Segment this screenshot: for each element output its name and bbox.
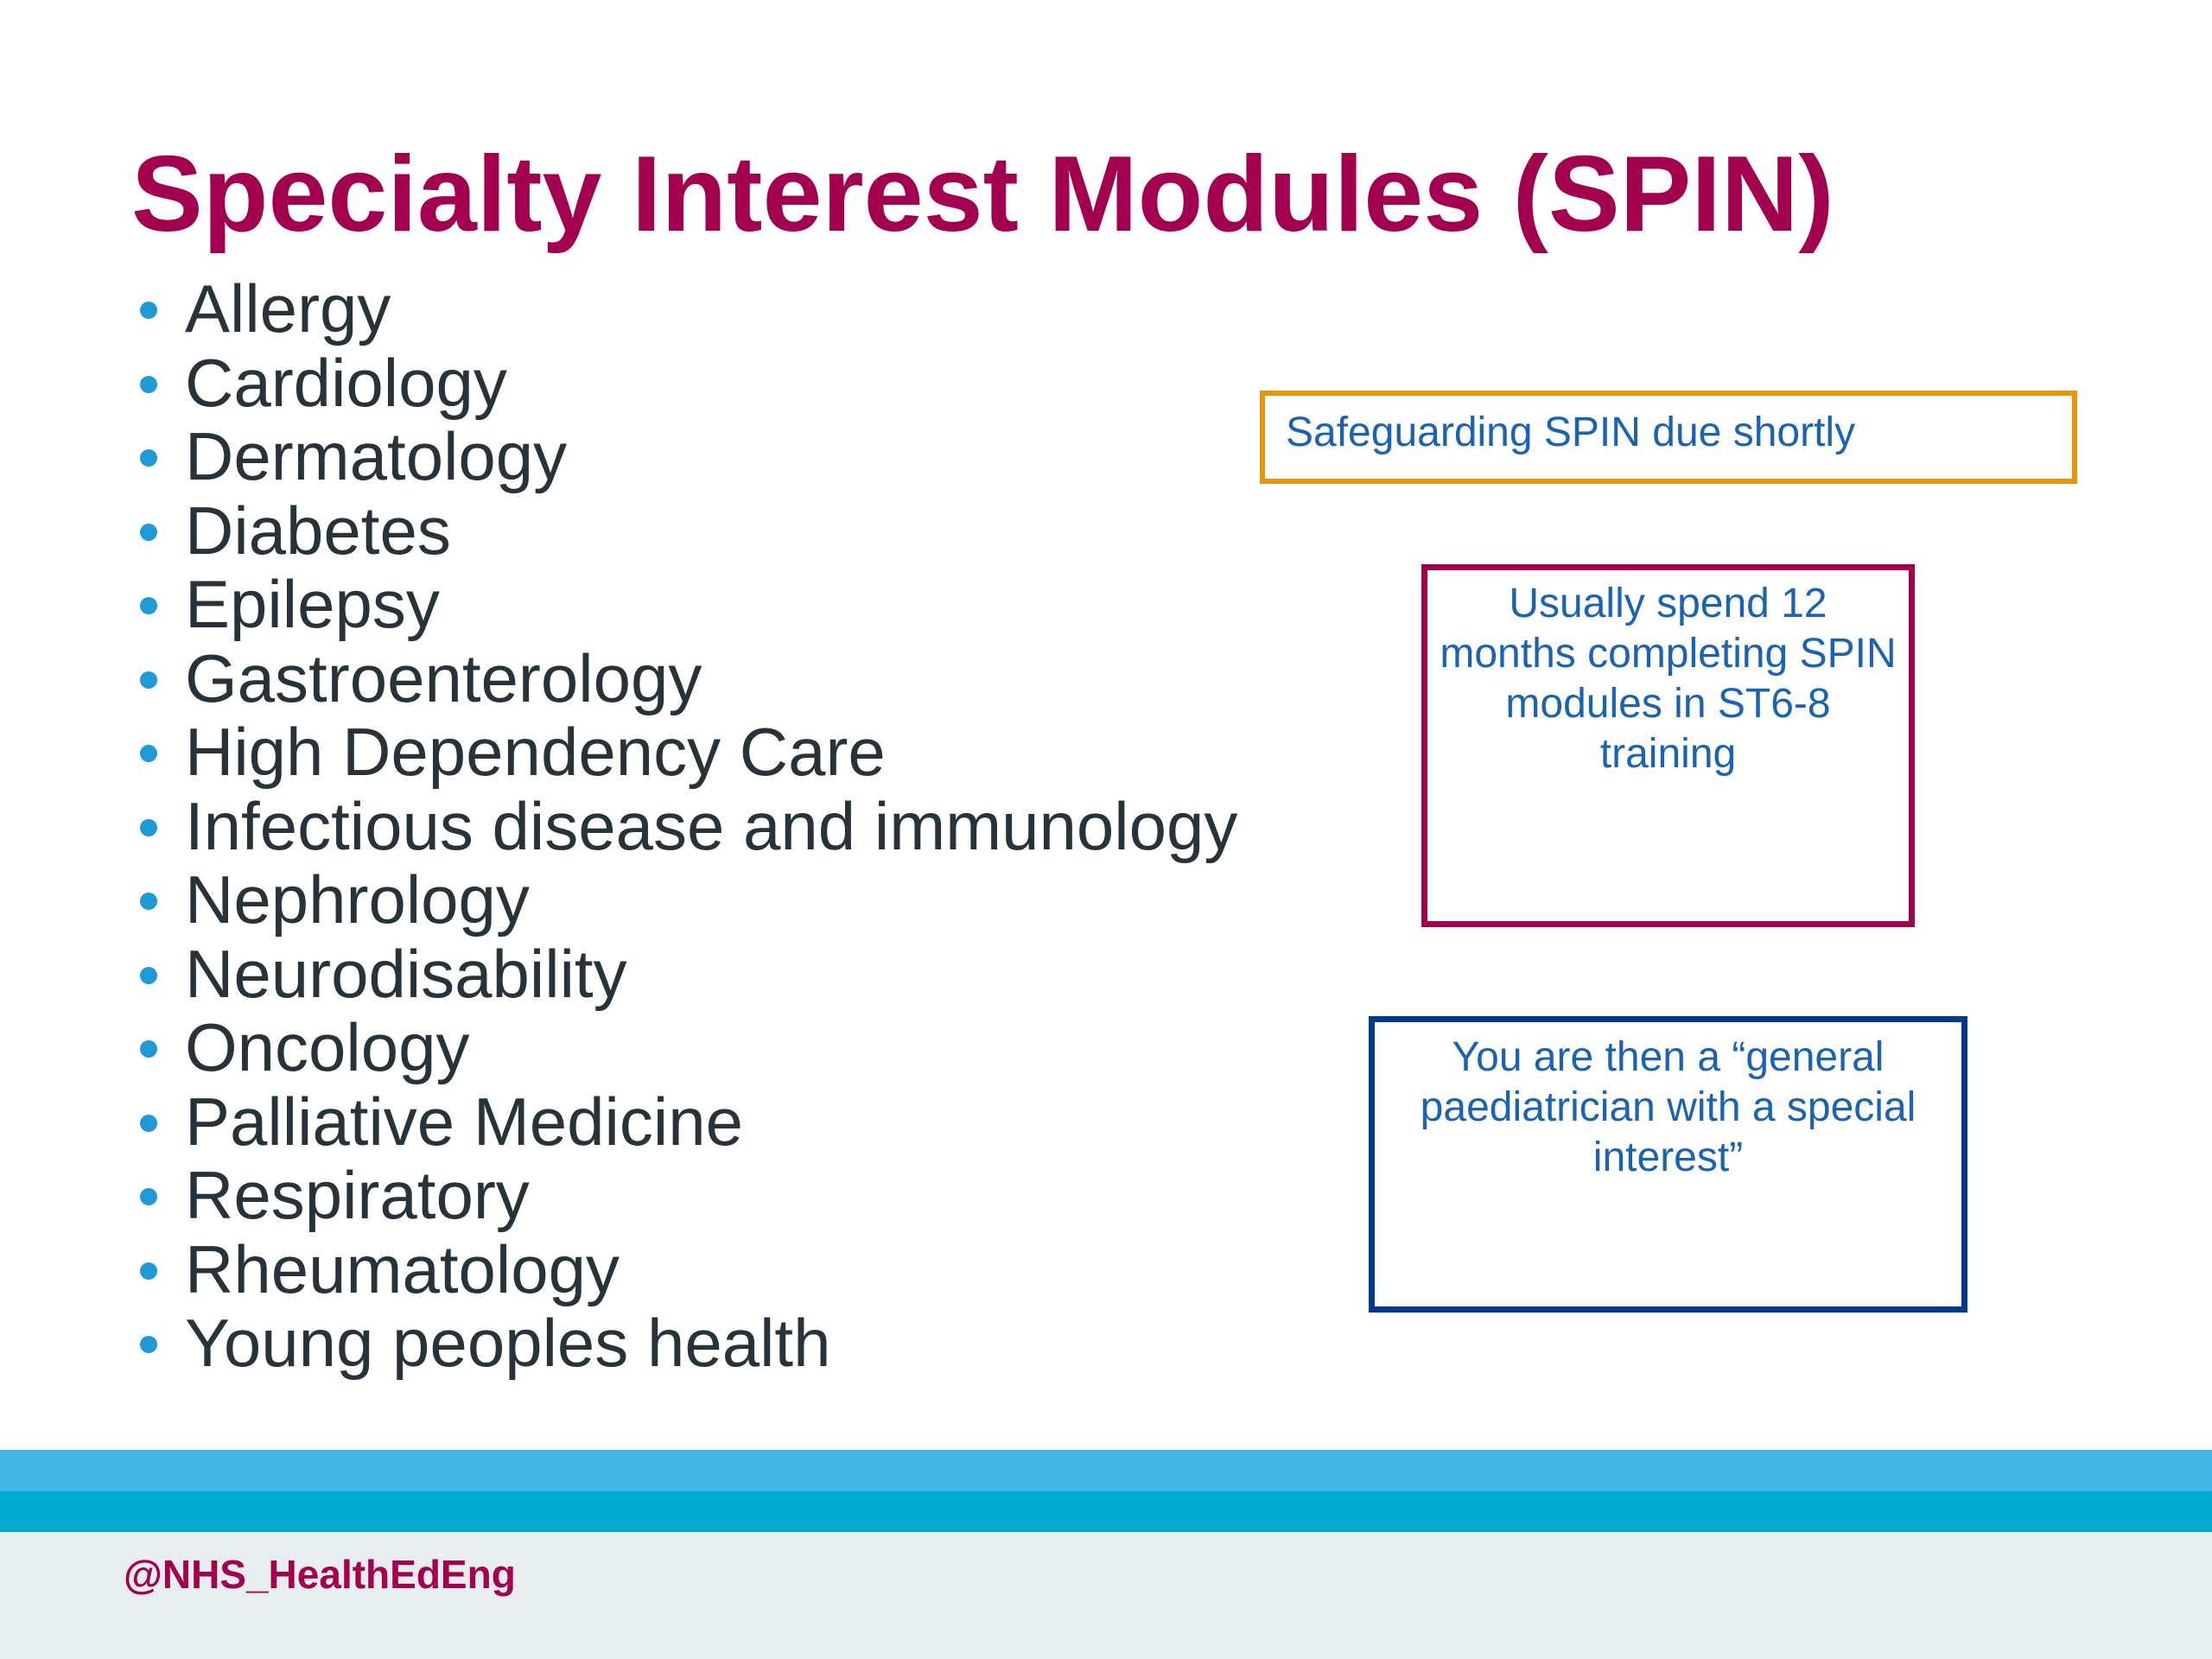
module-label: Allergy <box>185 270 391 346</box>
twitter-handle: @NHS_HealthEdEng <box>124 1552 516 1597</box>
list-item <box>137 715 1237 790</box>
list-item <box>137 420 1237 494</box>
list-item <box>137 568 1237 642</box>
module-label: Oncology <box>185 1009 470 1085</box>
module-label: Rheumatology <box>185 1230 620 1307</box>
module-list <box>137 272 1237 1381</box>
module-label: Diabetes <box>185 492 451 569</box>
list-item <box>137 863 1237 938</box>
module-label: Cardiology <box>185 344 507 421</box>
module-label: Nephrology <box>185 861 530 938</box>
footer-band-light <box>0 1450 2212 1491</box>
bullet-icon <box>140 524 157 541</box>
slide-title: Specialty Interest Modules (SPIN) <box>131 135 1834 254</box>
list-item <box>137 494 1237 569</box>
bullet-icon <box>140 1262 157 1280</box>
module-label: Palliative Medicine <box>185 1083 743 1160</box>
module-label: Infectious disease and immunology <box>185 787 1238 864</box>
list-item <box>137 346 1237 421</box>
bullet-icon <box>140 893 157 910</box>
list-item <box>137 1306 1237 1381</box>
bullet-icon <box>140 376 157 393</box>
bullet-icon <box>140 745 157 762</box>
module-label: Epilepsy <box>185 566 440 642</box>
bullet-icon <box>140 967 157 984</box>
outcome-callout: You are then a “general paediatrician with a special interest” <box>1369 1016 1967 1313</box>
module-label: Gastroenterology <box>185 639 702 716</box>
list-item <box>137 1159 1237 1233</box>
list-item <box>137 1011 1237 1085</box>
bullet-icon <box>140 1040 157 1058</box>
list-item <box>137 1085 1237 1160</box>
bullet-icon <box>140 449 157 467</box>
footer-band-dark <box>0 1491 2212 1532</box>
bullet-icon <box>140 302 157 319</box>
module-label: High Dependency Care <box>185 714 886 790</box>
list-item <box>137 1230 1237 1307</box>
module-label: Neurodisability <box>185 935 627 1012</box>
list-item <box>137 935 1237 1012</box>
bullet-icon <box>140 597 157 614</box>
module-label: Young peoples health <box>185 1305 831 1381</box>
list-item <box>137 787 1238 864</box>
bullet-icon <box>140 1336 157 1353</box>
bullet-icon <box>140 1188 157 1205</box>
bullet-icon <box>140 819 157 836</box>
duration-callout: Usually spend 12 months completing SPIN modules in ST6-8 training <box>1421 564 1915 927</box>
module-label: Respiratory <box>185 1157 530 1233</box>
module-label: Dermatology <box>185 418 568 494</box>
bullet-icon <box>140 1115 157 1132</box>
bullet-icon <box>140 671 157 689</box>
list-item <box>137 272 1237 346</box>
list-item <box>137 639 1237 716</box>
safeguarding-callout: Safeguarding SPIN due shortly <box>1260 391 2077 484</box>
